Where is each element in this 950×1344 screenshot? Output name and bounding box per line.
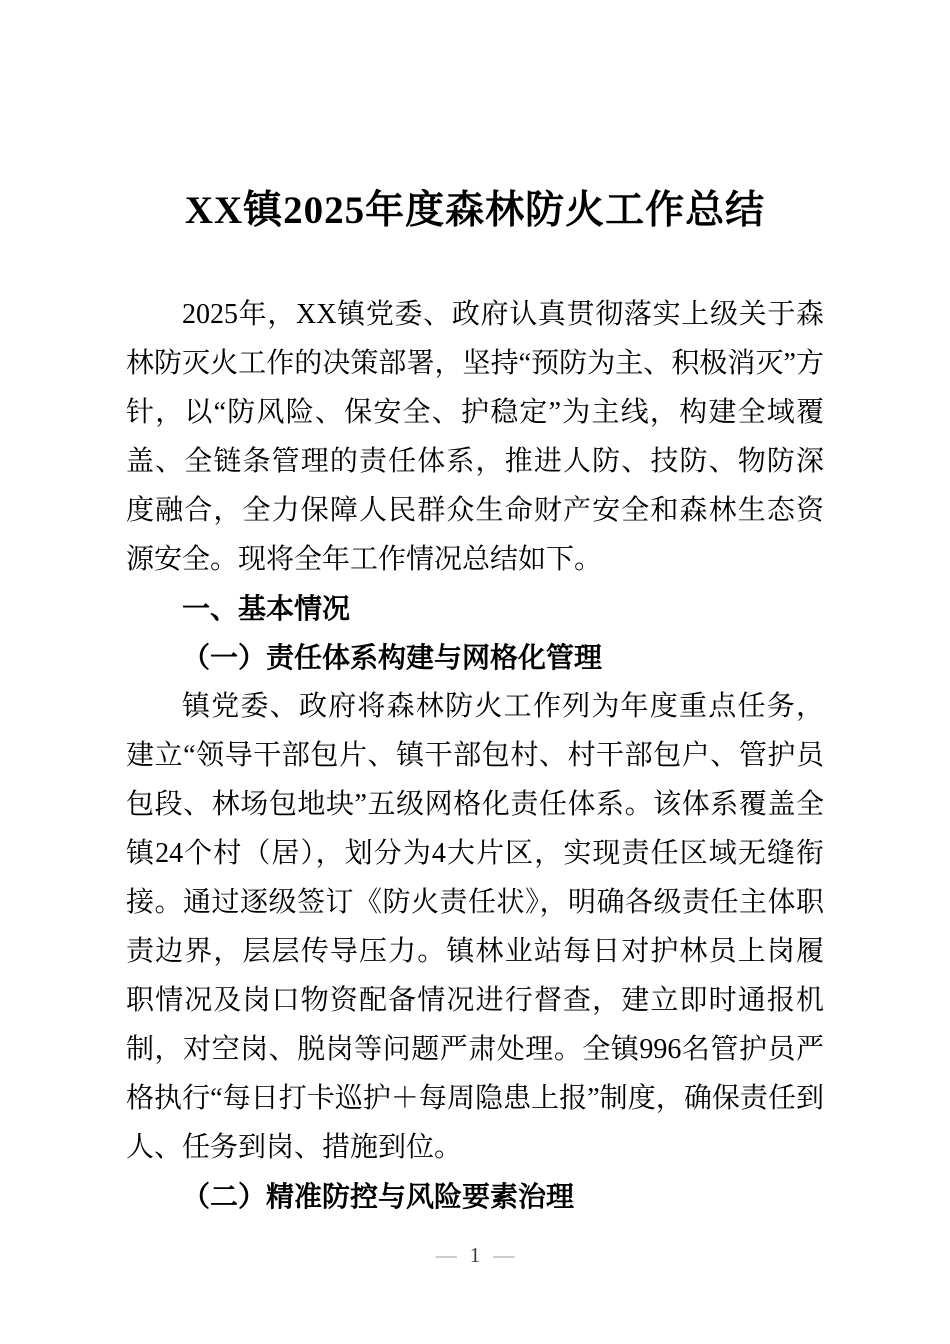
footer-dash-left: — bbox=[435, 1243, 457, 1267]
heading-subsection-1-2: （二）精准防控与风险要素治理 bbox=[182, 1181, 575, 1212]
page-footer bbox=[0, 1242, 950, 1268]
paragraph-responsibility-system: 镇党委、政府将森林防火工作列为年度重点任务，建立“领导干部包片、镇干部包村、村干部包户、管护员包段、林场包地块”五级网格化责任体系。该体系覆盖全镇24个村（居），划分为4大片区，实现责任区域无缝衔接。通过逐级签订《防火责任状》，明确各级责任主体职责边界，层层传导压力。镇林业站每日对护林员上岗履职情况及岗口物资配备情况进行督查，建立即时通报机制，对空岗、脱岗等问题严肃处理。全镇996名管护员严格执行“每日打卡巡护＋每周隐患上报”制度，确保责任到人、任务到岗、措施到位。 bbox=[126, 691, 824, 1163]
paragraph-intro: 2025年，XX镇党委、政府认真贯彻落实上级关于森林防灭火工作的决策部署，坚持“预防为主、积极消灭”方针，以“防风险、保安全、护稳定”为主线，构建全域覆盖、全链条管理的责任体系，推进人防、技防、物防深度融合，全力保障人民群众生命财产安全和森林生态资源安全。现将全年工作情况总结如下。 bbox=[126, 299, 824, 575]
page-number: 1 bbox=[469, 1243, 481, 1267]
heading-subsection-1-1: （一）责任体系构建与网格化管理 bbox=[182, 642, 603, 673]
footer-dash-right: — bbox=[493, 1243, 515, 1267]
document-title: XX镇2025年度森林防火工作总结 bbox=[184, 189, 766, 232]
heading-section-1: 一、基本情况 bbox=[182, 593, 351, 624]
